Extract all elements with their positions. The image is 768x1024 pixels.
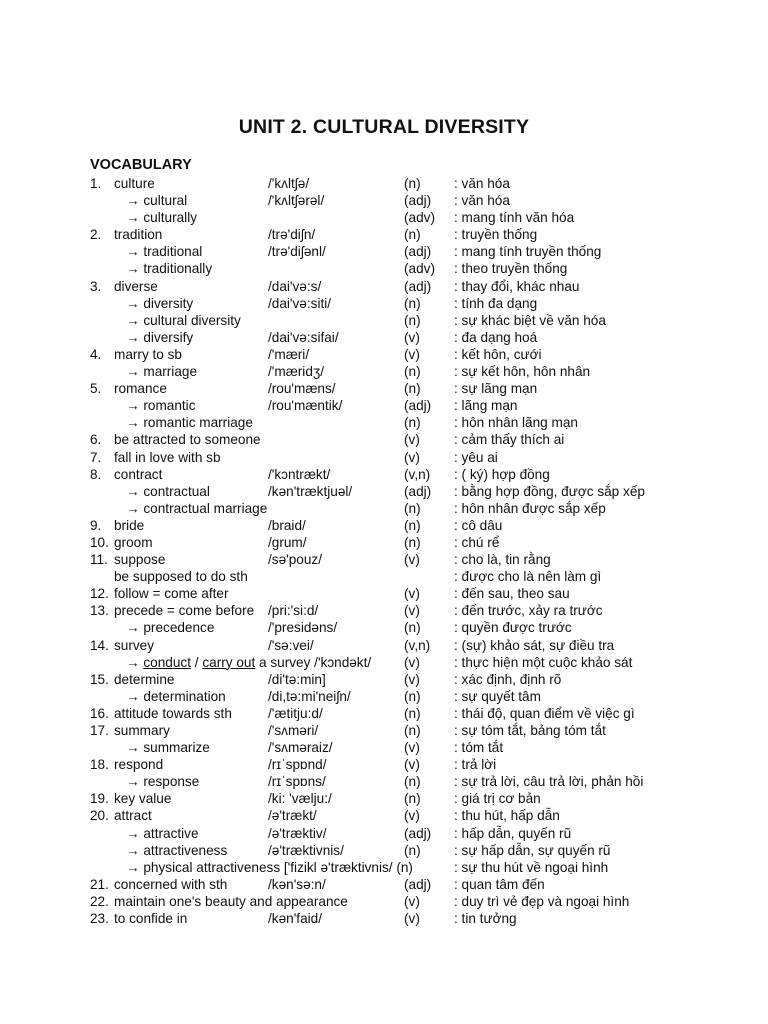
vocab-word: concerned with sth [114,876,228,892]
vocab-row [0,346,768,363]
vocab-meaning: : đến sau, theo sau [454,586,570,602]
vocab-word: → contractual marriage [126,500,268,516]
vocab-number: 20. [90,808,109,824]
vocab-pos: (n) [404,688,421,704]
vocab-row [0,397,768,414]
vocab-meaning: : kết hôn, cưới [454,346,542,362]
vocab-meaning: : cảm thấy thích ai [454,432,565,448]
vocab-word: determine [114,671,175,687]
vocab-word: respond [114,757,164,773]
vocab-pos: (n) [404,381,421,397]
vocab-meaning: : yêu ai [454,449,498,465]
vocab-number: 6. [90,432,102,448]
vocab-row [0,517,768,534]
vocab-pos: (adv) [404,210,435,226]
vocab-ipa: /rɪˈspɒnd/ [268,757,327,773]
vocab-row [0,329,768,346]
vocab-pos: (n) [404,620,421,636]
vocab-meaning: : sự lãng mạn [454,381,538,397]
vocab-pos: (adv) [404,261,435,277]
vocab-ipa: /rou'mæntik/ [268,398,343,414]
vocab-ipa: /di'tə:min] [268,671,326,687]
vocab-row [0,790,768,807]
vocab-meaning: : cho là, tin rằng [454,552,551,568]
vocab-ipa: /'sə:vei/ [268,637,314,653]
vocab-ipa: /'kʌltʃərəl/ [268,193,325,209]
vocab-meaning: : sự tóm tắt, bảng tóm tắt [454,723,606,738]
vocab-number: 7. [90,449,102,465]
vocab-ipa: /kən'sə:n/ [268,876,326,892]
survey-phrase-slash: / [191,654,203,670]
vocab-meaning: : sự kết hôn, hôn nhân [454,364,591,380]
vocab-row [0,295,768,312]
vocab-pos: (v) [404,432,420,448]
vocab-pos: (v) [404,346,420,362]
vocab-word: → culturally [126,210,198,226]
vocab-meaning: : quyền được trước [454,620,572,636]
vocab-meaning: : sự trả lời, câu trả lời, phản hồi [454,774,644,790]
vocab-row [0,414,768,431]
vocab-pos: (adj) [404,193,432,209]
vocab-word: fall in love with sb [114,449,221,465]
vocab-ipa: /ki: 'vælju:/ [268,791,332,807]
vocab-word: attract [114,808,152,824]
vocab-row [0,893,768,910]
vocab-word: precede = come before [114,603,255,619]
vocab-pos: (adj) [404,398,432,414]
vocab-pos: (n) [404,534,421,550]
vocab-number: 17. [90,723,109,738]
vocab-ipa: /'kɔntrækt/ [268,466,331,482]
vocab-number: 1. [90,176,102,191]
vocab-meaning: : trả lời [454,757,497,773]
vocab-row [0,500,768,517]
vocab-row [0,756,768,773]
vocab-row [0,466,768,483]
vocab-row [0,619,768,636]
vocab-number: 8. [90,466,102,482]
vocab-ipa: /grum/ [268,534,307,550]
vocab-word: → marriage [126,364,198,380]
vocab-ipa: /di,tə:mi'neiʃn/ [268,688,351,704]
vocab-word: → cultural diversity [126,312,241,328]
vocab-word: → determination [126,688,226,704]
vocab-pos: (v) [404,552,420,568]
vocab-word: → response [126,774,200,790]
vocab-pos: (n) [404,295,421,311]
vocab-meaning: : theo truyền thống [454,261,568,277]
vocab-row [0,568,768,585]
vocab-number: 15. [90,671,109,687]
vocab-meaning: : truyền thống [454,227,538,243]
vocab-ipa: /dai'və:siti/ [268,295,332,311]
vocab-row [0,449,768,466]
vocab-word: contract [114,466,163,482]
vocab-word: to confide in [114,911,188,927]
vocab-number: 11. [90,552,108,568]
vocab-number: 5. [90,381,102,397]
vocab-meaning: : tính đa dạng [454,295,538,311]
vocab-row [0,739,768,756]
vocab-row [0,671,768,688]
vocab-number: 12. [90,586,109,602]
vocab-ipa: /ə'træktiv/ [268,825,327,841]
vocab-meaning: : đa dạng hoá [454,329,538,345]
vocab-pos: (adj) [404,244,432,260]
vocab-word: → diversity [126,295,194,311]
vocab-pos: (v) [404,911,420,927]
vocab-ipa: /trə'diʃənl/ [268,244,326,260]
vocab-word: → summarize [126,740,210,756]
vocab-word: → traditionally [126,261,213,277]
vocab-ipa: /'kʌltʃə/ [268,176,310,191]
vocab-pos: (n) [404,312,421,328]
vocab-row [0,842,768,859]
survey-phrase-arrow: → [126,654,144,670]
vocab-word: diverse [114,278,158,294]
vocab-ipa: /'sʌməraiz/ [268,740,333,756]
vocab-ipa: /'mæridʒ/ [268,364,325,380]
vocab-pos: (n) [404,791,421,807]
vocab-number: 16. [90,705,109,721]
vocab-meaning: : mang tính văn hóa [454,210,575,226]
vocab-word: groom [114,534,153,550]
vocab-ipa: /kən'faid/ [268,911,322,927]
vocab-pos: (n) [404,723,421,738]
vocab-number: 4. [90,346,102,362]
vocab-ipa: /pri:'si:d/ [268,603,319,619]
vocab-row [0,278,768,295]
vocab-word: tradition [114,227,163,243]
vocab-word: summary [114,723,170,738]
vocab-pos: (n) [404,415,421,431]
vocab-number: 22. [90,893,109,909]
vocab-ipa: /trə'diʃn/ [268,227,316,243]
vocab-pos: (adj) [404,876,432,892]
vocab-row [0,431,768,448]
vocab-pos: (n) [404,227,421,243]
page-title: UNIT 2. CULTURAL DIVERSITY [238,116,530,138]
vocab-meaning: : giá trị cơ bản [454,791,541,807]
vocab-word: romance [114,381,167,397]
vocab-ipa: /kən'træktjuəl/ [268,483,353,499]
vocab-pos: (n) [404,705,421,721]
vocab-row [0,380,768,397]
vocab-row [0,654,768,671]
vocab-meaning: : hôn nhân được sắp xếp [454,500,606,516]
vocab-meaning: : tin tưởng [454,911,517,927]
vocab-meaning: : quan tâm đến [454,876,545,892]
vocab-word: → traditional [126,244,203,260]
vocab-meaning: : sự hấp dẫn, sự quyến rũ [454,842,611,858]
vocab-row [0,773,768,790]
vocab-meaning: : được cho là nên làm gì [454,569,602,585]
vocab-number: 23. [90,911,109,927]
vocab-number: 18. [90,757,109,773]
vocab-meaning: : sự thu hút về ngoại hình [454,859,609,875]
vocab-pos: (n) [404,774,421,790]
vocab-row [0,585,768,602]
vocab-ipa: /braid/ [268,517,306,533]
vocab-pos: (v) [404,329,420,345]
vocab-meaning: : văn hóa [454,176,510,191]
vocab-row [0,312,768,329]
vocab-pos: (v) [404,808,420,824]
vocab-number: 19. [90,791,109,807]
vocab-meaning: : thái độ, quan điểm về việc gì [454,705,635,721]
vocab-meaning: : chú rể [454,534,500,550]
vocab-word: → romantic [126,398,196,414]
vocab-pos: (v) [404,586,420,602]
vocab-row [0,534,768,551]
vocab-meaning: : hôn nhân lãng mạn [454,415,578,431]
vocab-ipa: /'presidəns/ [268,620,338,636]
vocab-meaning: : thu hút, hấp dẫn [454,808,560,824]
vocab-number: 2. [90,227,102,243]
vocab-pos: (v) [404,740,420,756]
vocab-word: culture [114,176,155,191]
vocab-number: 10. [90,534,109,550]
vocab-row [0,260,768,277]
vocab-ipa: /dai'və:sifai/ [268,329,339,345]
vocab-pos: (v) [404,603,420,619]
vocab-row [0,602,768,619]
vocab-row [0,910,768,927]
vocab-pos: (v) [404,654,420,670]
survey-phrase-conduct: conduct [143,654,191,670]
survey-phrase-rest: a survey /'kɔndəkt/ [255,654,372,670]
vocab-word: → precedence [126,620,215,636]
vocab-meaning: : thực hiện một cuộc khảo sát [454,654,633,670]
vocab-word: suppose [114,552,166,568]
vocab-pos: (adj) [404,483,432,499]
vocab-ipa: /'mæri/ [268,346,310,362]
vocab-row [0,637,768,654]
vocab-meaning: : ( ký) hợp đồng [454,466,550,482]
vocab-meaning: : mang tính truyền thống [454,244,602,260]
vocab-meaning: : thay đổi, khác nhau [454,278,580,294]
vocab-pos: (n) [404,517,421,533]
vocab-meaning: : sự khác biệt về văn hóa [454,312,606,328]
vocab-pos: (n) [404,500,421,516]
vocab-ipa: /ə'træktivnis/ [268,842,344,858]
vocab-row [0,363,768,380]
vocab-pos: (v) [404,757,420,773]
vocab-row [0,243,768,260]
vocab-row [0,209,768,226]
vocab-number: 13. [90,603,109,619]
vocab-ipa: /sə'pouz/ [268,552,322,568]
vocab-word: follow = come after [114,586,229,602]
vocab-pos: (n) [404,364,421,380]
vocab-ipa: /ə'trækt/ [268,808,317,824]
vocab-pos: (adj) [404,825,432,841]
vocab-word: → attractive [126,825,199,841]
vocab-row [0,226,768,243]
vocab-meaning: : lãng mạn [454,398,518,414]
vocab-meaning: : tóm tắt [454,740,504,756]
vocab-pos: (n) [404,842,421,858]
physical-attractiveness-phrase: → physical attractiveness ['fizikl ə'træktivnis/ (n) [126,859,413,875]
vocab-number: 14. [90,637,109,653]
vocab-row [0,825,768,842]
vocab-row [0,483,768,500]
vocab-word: bride [114,517,145,533]
vocab-pos: (v,n) [404,637,431,653]
vocab-pos: (n) [404,176,421,191]
vocab-word: be supposed to do sth [114,569,248,585]
vocab-row [0,688,768,705]
vocab-meaning: : hấp dẫn, quyến rũ [454,825,572,841]
vocab-pos: (v) [404,893,420,909]
vocabulary-list [0,175,768,927]
vocab-ipa: /rɪˈspɒns/ [268,774,326,790]
vocab-row [0,192,768,209]
vocab-row [0,807,768,824]
vocab-pos: (v,n) [404,466,431,482]
vocab-meaning: : đến trước, xảy ra trước [454,603,603,619]
vocab-word: attitude towards sth [114,705,232,721]
vocab-pos: (v) [404,449,420,465]
vocab-word: survey [114,637,155,653]
vocab-meaning: : văn hóa [454,193,510,209]
vocab-row [0,551,768,568]
vocab-word: → cultural [126,193,188,209]
vocab-number: 9. [90,517,102,533]
vocab-meaning: : cô dâu [454,517,503,533]
vocab-word: → contractual [126,483,210,499]
vocab-word: → attractiveness [126,842,228,858]
vocab-pos: (v) [404,671,420,687]
vocab-word: marry to sb [114,346,182,362]
section-heading: VOCABULARY [90,157,192,173]
vocab-number: 21. [90,876,109,892]
vocab-word: key value [114,791,172,807]
survey-phrase-carry-out: carry out [202,654,256,670]
vocab-meaning: : (sự) khảo sát, sự điều tra [454,637,615,653]
vocab-row [0,705,768,722]
vocab-number: 3. [90,278,102,294]
vocab-word: maintain one's beauty and appearance [114,893,348,909]
vocab-row [0,876,768,893]
vocab-ipa: /'sʌməri/ [268,723,319,738]
survey-phrase [126,654,371,671]
vocab-ipa: /rou'mæns/ [268,381,336,397]
vocab-meaning: : bằng hợp đồng, được sắp xếp [454,483,645,499]
vocab-row [0,175,768,192]
vocab-ipa: /'ætitju:d/ [268,705,323,721]
vocab-row [0,859,768,876]
vocab-pos: (adj) [404,278,432,294]
vocab-meaning: : duy trì vẻ đẹp và ngoại hình [454,893,630,909]
vocab-ipa: /dai'və:s/ [268,278,322,294]
vocab-meaning: : sự quyết tâm [454,688,541,704]
vocab-word: → diversify [126,329,194,345]
vocab-meaning: : xác định, định rõ [454,671,562,687]
vocab-word: be attracted to someone [114,432,261,448]
vocab-word: → romantic marriage [126,415,253,431]
vocab-row [0,722,768,739]
